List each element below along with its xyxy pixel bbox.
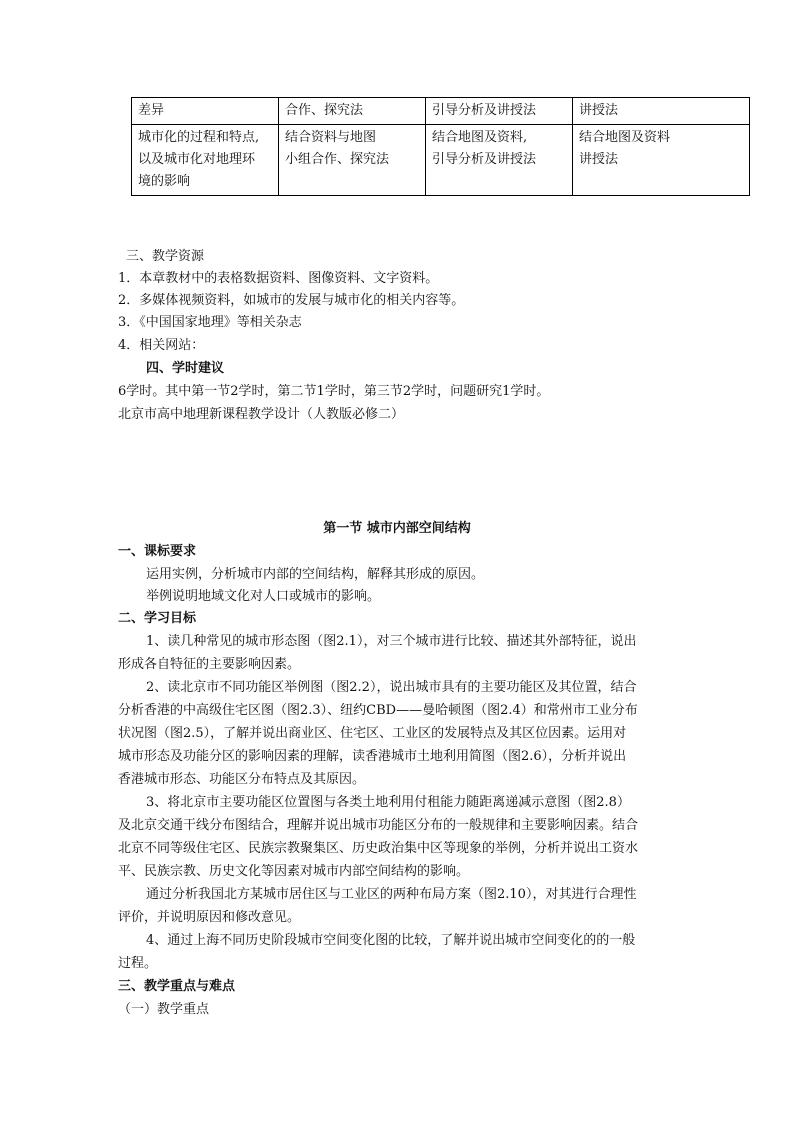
schedule-heading: 四、学时建议 (146, 361, 225, 376)
paragraph-line: 及北京交通干线分布图结合，理解并说出城市功能区分布的一般规律和主要影响因素。结合 (118, 818, 639, 833)
resource-item: 4．相关网站： (118, 338, 205, 353)
cell-text: 结合地图及资料, (432, 130, 528, 145)
resources-heading: 三、教学资源 (126, 249, 205, 264)
cell-text: 以及城市化对地理环 (138, 152, 256, 167)
table-cell (573, 125, 750, 196)
paragraph-line: 3、将北京市主要功能区位置图与各类土地利用付租能力随距离递减示意图（图2.8） (146, 795, 630, 810)
table-header-cell: 讲授法 (573, 98, 750, 125)
schedule-text: 6学时。其中第一节2学时，第二节1学时，第三节2学时，问题研究1学时。 (118, 384, 550, 399)
paragraph-line: 平、民族宗教、历史文化等因素对城市内部空间结构的影响。 (118, 864, 470, 879)
paragraph-line: 过程。 (118, 956, 158, 971)
section-title: 第一节 城市内部空间结构 (323, 521, 471, 536)
paragraph-line: 1、读几种常见的城市形态图（图2.1），对三个城市进行比较、描述其外部特征，说出 (146, 634, 637, 649)
paragraph-line: 2、读北京市不同功能区举例图（图2.2），说出城市具有的主要功能区及其位置，结合 (146, 680, 637, 695)
cell-text: 引导分析及讲授法 (432, 152, 537, 167)
document-source-note: 北京市高中地理新课程教学设计（人教版必修二） (118, 407, 405, 422)
cell-text: 结合地图及资料 (579, 130, 671, 145)
section-heading: 一、课标要求 (118, 544, 197, 559)
table-header-row (132, 98, 750, 125)
table-cell (132, 125, 279, 196)
paragraph-line: 4、通过上海不同历史阶段城市空间变化图的比较，了解并说出城市空间变化的的一般 (146, 933, 636, 948)
table-header-cell: 合作、探究法 (279, 98, 426, 125)
cell-text: 结合资料与地图 (285, 130, 377, 145)
table-cell (426, 125, 573, 196)
subsection-heading: （一）教学重点 (118, 1002, 210, 1017)
paragraph-line: 香港城市形态、功能区分布特点及其原因。 (118, 772, 366, 787)
paragraph-line: 分析香港的中高级住宅区图（图2.3）、纽约CBD——曼哈顿图（图2.4）和常州市工业分布 (118, 703, 638, 718)
table-header-cell: 引导分析及讲授法 (426, 98, 573, 125)
table-row (132, 125, 750, 196)
paragraph-line: 城市形态及功能分区的影响因素的理解，读香港城市土地利用简图（图2.6），分析并说出 (118, 749, 627, 764)
section-heading: 二、学习目标 (118, 611, 197, 626)
cell-text: 境的影响 (138, 174, 191, 189)
paragraph-line: 状况图（图2.5），了解并说出商业区、住宅区、工业区的发展特点及其区位因素。运用对 (118, 726, 627, 741)
paragraph-line: 北京不同等级住宅区、民族宗教聚集区、历史政治集中区等现象的举例，分析并说出工资水 (118, 841, 639, 856)
table-header-cell: 差异 (132, 98, 279, 125)
teaching-methods-table (131, 97, 750, 196)
cell-text: 小组合作、探究法 (285, 152, 390, 167)
resource-item: 1．本章教材中的表格数据资料、图像资料、文字资料。 (118, 271, 439, 286)
paragraph-line: 形成各自特征的主要影响因素。 (118, 657, 301, 672)
paragraph-line: 评价，并说明原因和修改意见。 (118, 910, 301, 925)
paragraph-line: 通过分析我国北方某城市居住区与工业区的两种布局方案（图2.10），对其进行合理性 (146, 887, 637, 902)
paragraph-line: 举例说明地域文化对人口或城市的影响。 (146, 589, 381, 604)
section-heading: 三、教学重点与难点 (118, 979, 236, 994)
paragraph-line: 运用实例，分析城市内部的空间结构，解释其形成的原因。 (146, 567, 485, 582)
resource-item: 2．多媒体视频资料，如城市的发展与城市化的相关内容等。 (118, 293, 465, 308)
cell-text: 城市化的过程和特点, (138, 130, 260, 145)
cell-text: 讲授法 (579, 152, 619, 167)
table-cell (279, 125, 426, 196)
resource-item: 3．《中国国家地理》等相关杂志 (118, 315, 302, 330)
